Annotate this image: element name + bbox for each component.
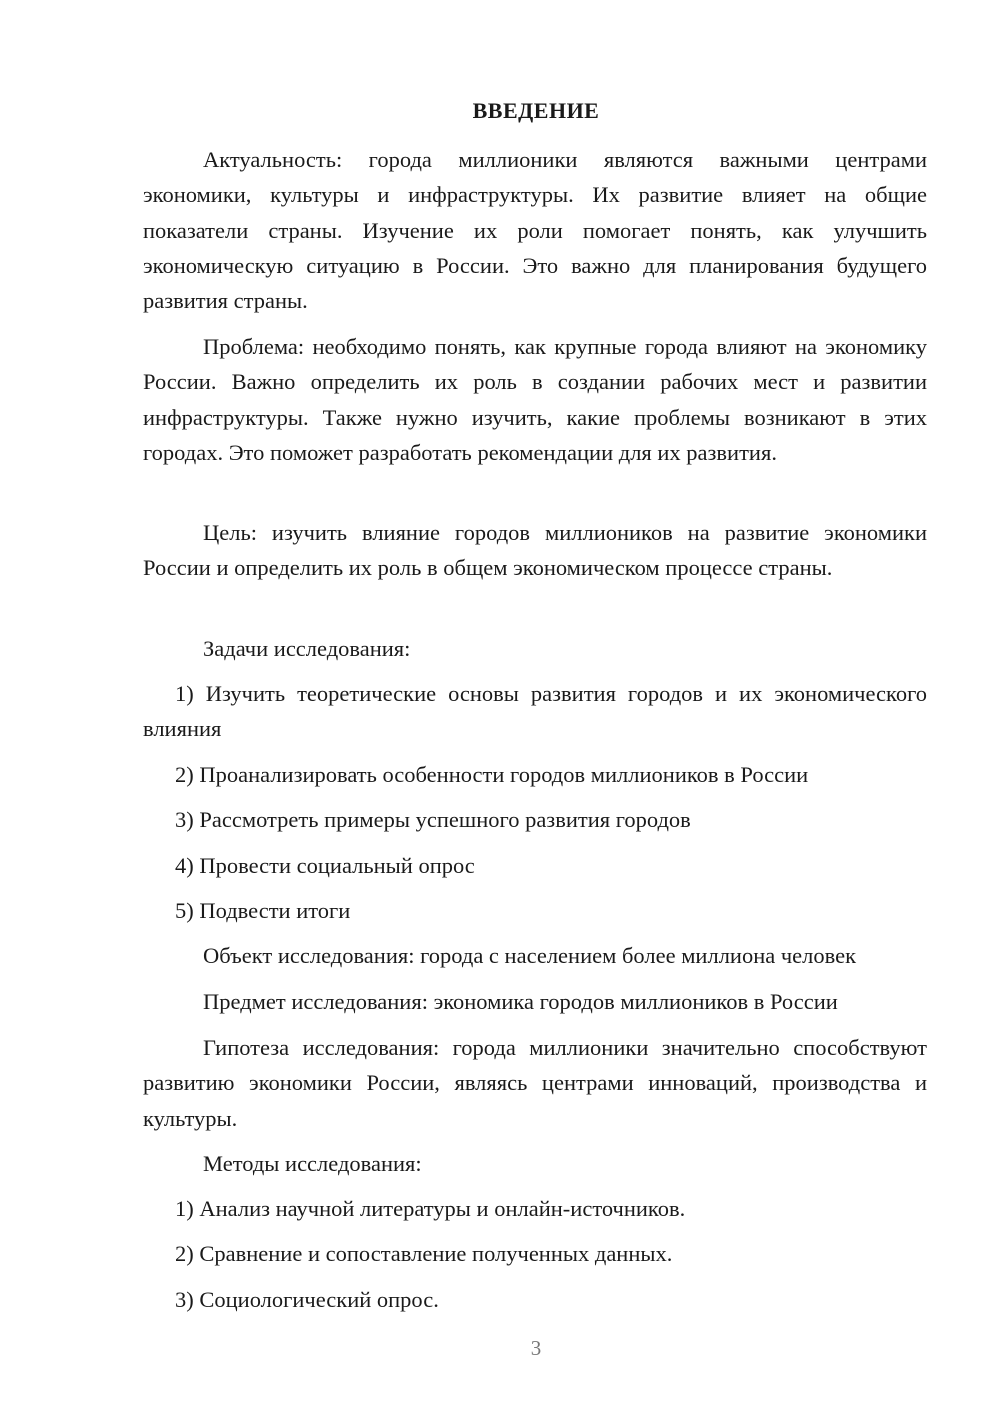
subject-statement: Предмет исследования: экономика городов миллиоников в России — [203, 989, 838, 1014]
relevance-paragraph: Актуальность: города миллионики являются важными центрами экономики, культуры и инфраструктуры. Их развитие влияет на общие показатели страны. Изучение их роли помогает понять, как улучшить экономическую ситуацию в России. Это важно для планирования будущего развития страны. — [143, 147, 927, 314]
method-item: 3) Социологический опрос. — [175, 1287, 439, 1312]
methods-heading: Методы исследования: — [203, 1151, 422, 1176]
goal-paragraph: Цель: изучить влияние городов миллиоников на развитие экономики России и определить их роль в общем экономическом процессе страны. — [143, 520, 927, 581]
task-item: 3) Рассмотреть примеры успешного развития городов — [175, 807, 691, 832]
section-title: ВВЕДЕНИЕ — [472, 98, 600, 123]
task-item: 4) Провести социальный опрос — [175, 853, 475, 878]
hypothesis-paragraph: Гипотеза исследования: города миллионики значительно способствуют развитию экономики России, являясь центрами инноваций, производства и культуры. — [143, 1035, 927, 1131]
task-item: 5) Подвести итоги — [175, 898, 351, 923]
task-item: 1) Изучить теоретические основы развития городов и их экономического влияния — [143, 681, 927, 742]
task-item: 2) Проанализировать особенности городов миллиоников в России — [175, 762, 809, 787]
method-item: 2) Сравнение и сопоставление полученных данных. — [175, 1241, 673, 1266]
method-item: 1) Анализ научной литературы и онлайн-источников. — [175, 1196, 686, 1221]
tasks-heading: Задачи исследования: — [203, 636, 411, 661]
problem-paragraph: Проблема: необходимо понять, как крупные города влияют на экономику России. Важно определить их роль в создании рабочих мест и развитии инфраструктуры. Также нужно изучить, какие проблемы возникают в этих городах. Это поможет разработать рекомендации для их развития. — [143, 334, 927, 465]
object-statement: Объект исследования: города с населением более миллиона человек — [203, 943, 857, 968]
page-number: 3 — [530, 1336, 542, 1360]
